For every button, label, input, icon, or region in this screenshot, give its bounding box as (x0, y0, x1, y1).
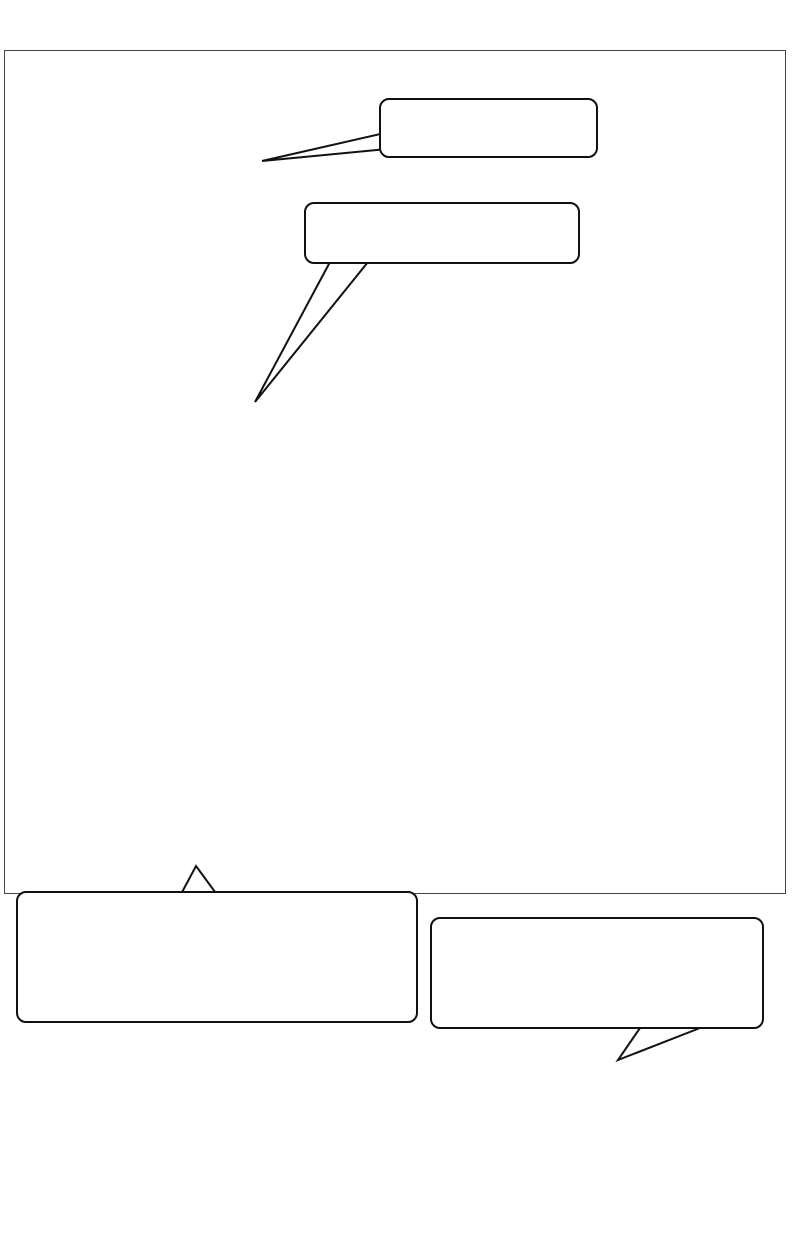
callout-grid (304, 202, 580, 264)
callout-random (16, 891, 418, 1023)
callout-loadgrid (430, 917, 764, 1029)
console-output-box (4, 50, 786, 894)
callout-rings (379, 98, 598, 158)
loadgrid-pointer (618, 1028, 700, 1060)
grid-column-header (14, 429, 634, 443)
